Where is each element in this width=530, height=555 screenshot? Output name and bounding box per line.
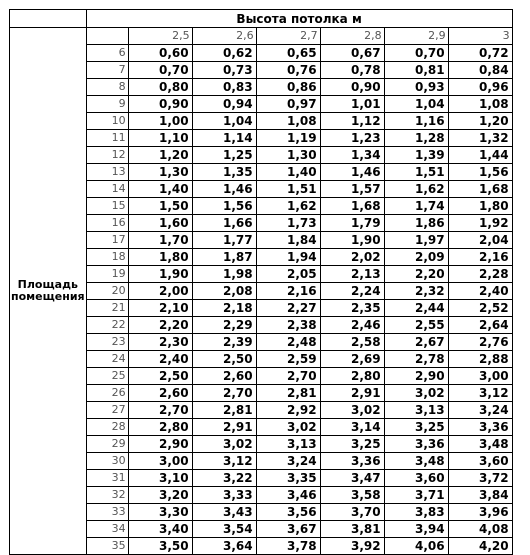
- value-cell: 0,60: [128, 45, 192, 62]
- value-cell: 2,05: [256, 266, 320, 283]
- value-cell: 1,51: [256, 181, 320, 198]
- area-cell: 22: [86, 317, 128, 334]
- value-cell: 2,69: [320, 351, 384, 368]
- value-cell: 1,62: [256, 198, 320, 215]
- value-cell: 1,40: [128, 181, 192, 198]
- value-cell: 3,33: [192, 487, 256, 504]
- value-cell: 1,66: [192, 215, 256, 232]
- value-cell: 1,84: [256, 232, 320, 249]
- value-cell: 3,54: [192, 521, 256, 538]
- value-cell: 1,77: [192, 232, 256, 249]
- height-header-cell: 2,6: [192, 28, 256, 45]
- value-cell: 0,70: [384, 45, 448, 62]
- value-cell: 3,36: [448, 419, 512, 436]
- value-cell: 1,68: [448, 181, 512, 198]
- value-cell: 2,04: [448, 232, 512, 249]
- area-cell: 8: [86, 79, 128, 96]
- value-cell: 1,14: [192, 130, 256, 147]
- value-cell: 3,25: [384, 419, 448, 436]
- value-cell: 3,48: [448, 436, 512, 453]
- value-cell: 1,80: [448, 198, 512, 215]
- value-cell: 2,92: [256, 402, 320, 419]
- value-cell: 1,68: [320, 198, 384, 215]
- value-cell: 2,29: [192, 317, 256, 334]
- value-cell: 3,13: [256, 436, 320, 453]
- value-cell: 2,88: [448, 351, 512, 368]
- height-header-cell: 2,7: [256, 28, 320, 45]
- value-cell: 2,13: [320, 266, 384, 283]
- value-cell: 2,39: [192, 334, 256, 351]
- value-cell: 1,08: [256, 113, 320, 130]
- value-cell: 2,80: [128, 419, 192, 436]
- area-cell: 34: [86, 521, 128, 538]
- value-cell: 0,90: [128, 96, 192, 113]
- height-header-cell: 2,5: [128, 28, 192, 45]
- area-cell: 12: [86, 147, 128, 164]
- value-cell: 1,19: [256, 130, 320, 147]
- value-cell: 2,27: [256, 300, 320, 317]
- value-cell: 3,50: [128, 538, 192, 555]
- area-header-cell: [86, 28, 128, 45]
- value-cell: 3,47: [320, 470, 384, 487]
- value-cell: 2,80: [320, 368, 384, 385]
- value-cell: 2,44: [384, 300, 448, 317]
- value-cell: 2,59: [256, 351, 320, 368]
- value-cell: 2,76: [448, 334, 512, 351]
- area-cell: 16: [86, 215, 128, 232]
- value-cell: 3,02: [384, 385, 448, 402]
- value-cell: 1,28: [384, 130, 448, 147]
- value-cell: 2,30: [128, 334, 192, 351]
- value-cell: 3,02: [192, 436, 256, 453]
- value-cell: 3,00: [448, 368, 512, 385]
- value-cell: 1,32: [448, 130, 512, 147]
- value-cell: 4,06: [384, 538, 448, 555]
- value-cell: 1,46: [192, 181, 256, 198]
- value-cell: 0,62: [192, 45, 256, 62]
- value-cell: 0,80: [128, 79, 192, 96]
- value-cell: 1,01: [320, 96, 384, 113]
- value-cell: 1,80: [128, 249, 192, 266]
- area-cell: 19: [86, 266, 128, 283]
- area-cell: 30: [86, 453, 128, 470]
- value-cell: 3,96: [448, 504, 512, 521]
- value-cell: 3,48: [384, 453, 448, 470]
- value-cell: 1,87: [192, 249, 256, 266]
- value-cell: 3,24: [448, 402, 512, 419]
- value-cell: 2,24: [320, 283, 384, 300]
- value-cell: 0,86: [256, 79, 320, 96]
- value-cell: 0,94: [192, 96, 256, 113]
- value-cell: 1,20: [448, 113, 512, 130]
- value-cell: 0,93: [384, 79, 448, 96]
- value-cell: 0,72: [448, 45, 512, 62]
- value-cell: 1,10: [128, 130, 192, 147]
- value-cell: 3,30: [128, 504, 192, 521]
- value-cell: 3,10: [128, 470, 192, 487]
- value-cell: 3,60: [384, 470, 448, 487]
- value-cell: 1,74: [384, 198, 448, 215]
- value-cell: 2,90: [128, 436, 192, 453]
- value-cell: 3,35: [256, 470, 320, 487]
- value-cell: 3,36: [320, 453, 384, 470]
- title-row: [10, 10, 513, 28]
- value-cell: 2,10: [128, 300, 192, 317]
- value-cell: 3,22: [192, 470, 256, 487]
- value-cell: 2,16: [448, 249, 512, 266]
- value-cell: 2,58: [320, 334, 384, 351]
- value-cell: 1,12: [320, 113, 384, 130]
- value-cell: 3,20: [128, 487, 192, 504]
- value-cell: 0,73: [192, 62, 256, 79]
- value-cell: 1,90: [320, 232, 384, 249]
- value-cell: 3,02: [256, 419, 320, 436]
- area-cell: 13: [86, 164, 128, 181]
- value-cell: 2,28: [448, 266, 512, 283]
- value-cell: 2,90: [384, 368, 448, 385]
- value-cell: 1,50: [128, 198, 192, 215]
- value-cell: 2,55: [384, 317, 448, 334]
- value-cell: 0,81: [384, 62, 448, 79]
- area-cell: 15: [86, 198, 128, 215]
- value-cell: 1,30: [256, 147, 320, 164]
- value-cell: 3,78: [256, 538, 320, 555]
- value-cell: 1,92: [448, 215, 512, 232]
- value-cell: 0,83: [192, 79, 256, 96]
- value-cell: 1,98: [192, 266, 256, 283]
- value-cell: 1,16: [384, 113, 448, 130]
- area-cell: 28: [86, 419, 128, 436]
- value-cell: 2,18: [192, 300, 256, 317]
- value-cell: 2,91: [320, 385, 384, 402]
- value-cell: 1,94: [256, 249, 320, 266]
- value-cell: 1,86: [384, 215, 448, 232]
- value-cell: 3,25: [320, 436, 384, 453]
- value-cell: 1,04: [384, 96, 448, 113]
- value-cell: 3,70: [320, 504, 384, 521]
- value-cell: 2,16: [256, 283, 320, 300]
- value-cell: 1,79: [320, 215, 384, 232]
- value-cell: 2,91: [192, 419, 256, 436]
- area-cell: 26: [86, 385, 128, 402]
- area-cell: 18: [86, 249, 128, 266]
- value-cell: 1,20: [128, 147, 192, 164]
- value-cell: 4,08: [448, 521, 512, 538]
- value-cell: 3,13: [384, 402, 448, 419]
- area-cell: 27: [86, 402, 128, 419]
- value-cell: 0,78: [320, 62, 384, 79]
- value-cell: 2,81: [256, 385, 320, 402]
- value-cell: 1,39: [384, 147, 448, 164]
- corner-cell: [10, 10, 87, 28]
- value-cell: 2,40: [448, 283, 512, 300]
- value-cell: 3,02: [320, 402, 384, 419]
- value-cell: 1,04: [192, 113, 256, 130]
- value-cell: 1,40: [256, 164, 320, 181]
- value-cell: 1,60: [128, 215, 192, 232]
- value-cell: 2,50: [128, 368, 192, 385]
- value-cell: 2,38: [256, 317, 320, 334]
- area-cell: 17: [86, 232, 128, 249]
- value-cell: 1,34: [320, 147, 384, 164]
- value-cell: 3,94: [384, 521, 448, 538]
- value-cell: 3,92: [320, 538, 384, 555]
- value-cell: 3,81: [320, 521, 384, 538]
- area-cell: 24: [86, 351, 128, 368]
- value-cell: 3,36: [384, 436, 448, 453]
- value-cell: 3,24: [256, 453, 320, 470]
- value-cell: 2,00: [128, 283, 192, 300]
- value-cell: 1,97: [384, 232, 448, 249]
- value-cell: 2,08: [192, 283, 256, 300]
- area-cell: 11: [86, 130, 128, 147]
- area-cell: 6: [86, 45, 128, 62]
- value-cell: 1,08: [448, 96, 512, 113]
- value-cell: 2,70: [256, 368, 320, 385]
- value-cell: 0,97: [256, 96, 320, 113]
- value-cell: 2,81: [192, 402, 256, 419]
- height-header-cell: 3: [448, 28, 512, 45]
- area-cell: 23: [86, 334, 128, 351]
- row-label: Площадь помещения: [10, 28, 87, 555]
- value-cell: 2,35: [320, 300, 384, 317]
- area-cell: 20: [86, 283, 128, 300]
- area-cell: 35: [86, 538, 128, 555]
- value-cell: 3,71: [384, 487, 448, 504]
- value-cell: 0,84: [448, 62, 512, 79]
- value-cell: 1,00: [128, 113, 192, 130]
- table-title: Высота потолка м: [86, 10, 512, 28]
- value-cell: 3,60: [448, 453, 512, 470]
- value-cell: 1,44: [448, 147, 512, 164]
- value-cell: 3,56: [256, 504, 320, 521]
- value-cell: 2,78: [384, 351, 448, 368]
- value-cell: 2,70: [192, 385, 256, 402]
- value-cell: 1,23: [320, 130, 384, 147]
- value-cell: 0,67: [320, 45, 384, 62]
- area-cell: 21: [86, 300, 128, 317]
- value-cell: 0,65: [256, 45, 320, 62]
- value-cell: 1,46: [320, 164, 384, 181]
- value-cell: 3,40: [128, 521, 192, 538]
- value-cell: 1,56: [192, 198, 256, 215]
- area-cell: 31: [86, 470, 128, 487]
- value-cell: 3,83: [384, 504, 448, 521]
- value-cell: 0,90: [320, 79, 384, 96]
- value-cell: 2,09: [384, 249, 448, 266]
- value-cell: 3,84: [448, 487, 512, 504]
- value-cell: 2,52: [448, 300, 512, 317]
- value-cell: 2,20: [384, 266, 448, 283]
- value-cell: 2,70: [128, 402, 192, 419]
- area-cell: 32: [86, 487, 128, 504]
- value-cell: 1,30: [128, 164, 192, 181]
- value-cell: 1,51: [384, 164, 448, 181]
- value-cell: 3,00: [128, 453, 192, 470]
- height-header-cell: 2,8: [320, 28, 384, 45]
- value-cell: 2,46: [320, 317, 384, 334]
- value-cell: 1,62: [384, 181, 448, 198]
- value-cell: 2,40: [128, 351, 192, 368]
- value-cell: 1,90: [128, 266, 192, 283]
- area-cell: 14: [86, 181, 128, 198]
- value-cell: 1,25: [192, 147, 256, 164]
- area-cell: 7: [86, 62, 128, 79]
- heights-row: [10, 28, 513, 45]
- value-cell: 3,58: [320, 487, 384, 504]
- value-cell: 1,56: [448, 164, 512, 181]
- value-cell: 3,12: [192, 453, 256, 470]
- area-cell: 25: [86, 368, 128, 385]
- value-cell: 3,64: [192, 538, 256, 555]
- height-header-cell: 2,9: [384, 28, 448, 45]
- area-cell: 29: [86, 436, 128, 453]
- value-cell: 0,76: [256, 62, 320, 79]
- area-cell: 33: [86, 504, 128, 521]
- value-cell: 3,46: [256, 487, 320, 504]
- value-cell: 2,32: [384, 283, 448, 300]
- value-cell: 3,43: [192, 504, 256, 521]
- value-cell: 2,20: [128, 317, 192, 334]
- value-cell: 3,72: [448, 470, 512, 487]
- value-cell: 2,48: [256, 334, 320, 351]
- value-cell: 3,12: [448, 385, 512, 402]
- value-cell: 2,50: [192, 351, 256, 368]
- value-cell: 3,67: [256, 521, 320, 538]
- area-cell: 10: [86, 113, 128, 130]
- area-cell: 9: [86, 96, 128, 113]
- value-cell: 1,57: [320, 181, 384, 198]
- value-cell: 1,70: [128, 232, 192, 249]
- value-cell: 3,14: [320, 419, 384, 436]
- value-cell: 0,70: [128, 62, 192, 79]
- value-cell: 2,60: [128, 385, 192, 402]
- value-cell: 2,64: [448, 317, 512, 334]
- value-cell: 2,60: [192, 368, 256, 385]
- value-cell: 1,35: [192, 164, 256, 181]
- value-cell: 1,73: [256, 215, 320, 232]
- value-cell: 2,67: [384, 334, 448, 351]
- value-cell: 0,96: [448, 79, 512, 96]
- ceiling-height-table: [9, 9, 513, 555]
- value-cell: 2,02: [320, 249, 384, 266]
- value-cell: 4,20: [448, 538, 512, 555]
